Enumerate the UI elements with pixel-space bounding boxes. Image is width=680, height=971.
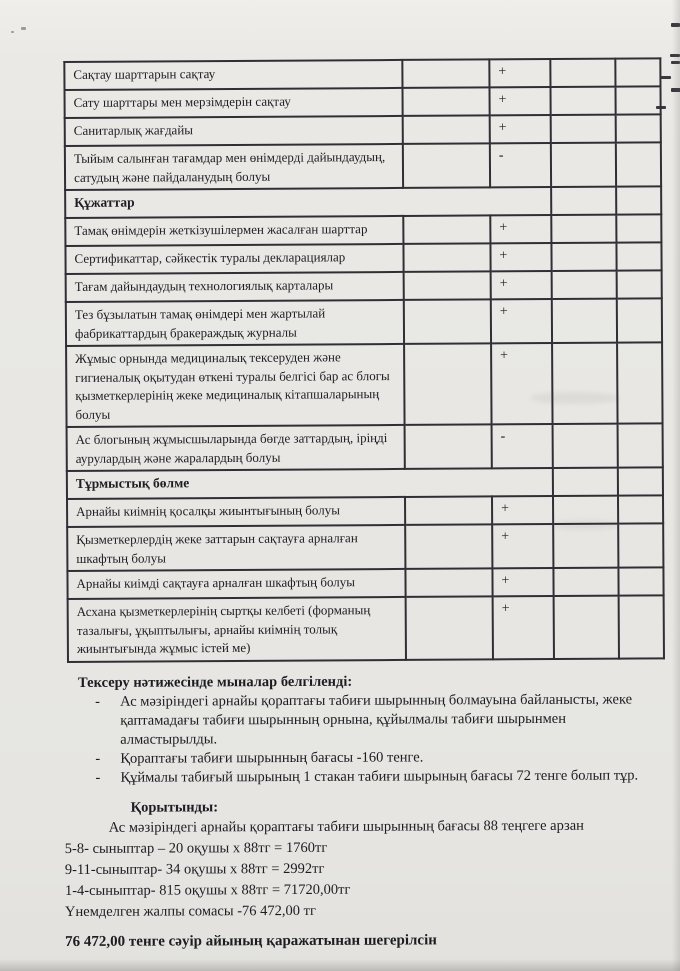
section-row: [65, 186, 661, 218]
final-amount-line: 76 472,00 тенге сәуір айының қаражатынан шегерілсін: [65, 932, 437, 950]
section-label: Құжаттар: [65, 187, 551, 218]
conclusion-intro: Ас мәзіріндегі арнайы қораптағы табиғи шырынның бағасы 88 теңгеге арзан: [108, 817, 584, 836]
empty-cell: [551, 215, 616, 243]
empty-cell: [405, 568, 492, 597]
scan-speck: [11, 31, 14, 33]
empty-cell: [616, 114, 661, 142]
empty-cell: [405, 424, 492, 469]
empty-cell: [403, 243, 490, 272]
findings-and-conclusion: [64, 671, 647, 953]
empty-cell: [553, 496, 618, 524]
table-row: [66, 270, 662, 302]
table-row: [65, 242, 661, 274]
finding-item: [64, 766, 646, 788]
section-row: [67, 467, 663, 499]
finding-text: Ас мәзіріндегі арнайы қораптағы табиғи шырынның болмауына байланысты, жеке қаптамадағы табиғи шырынның орнына, құйылмалы табиғи шырынмен алмастырылды.: [120, 691, 633, 748]
empty-cell: [618, 495, 663, 523]
finding-item: [64, 747, 646, 769]
calculation-line: Үнемделген жалпы сомасы -76 472,00 тг: [65, 902, 316, 920]
findings-list: [64, 690, 646, 788]
empty-cell: [552, 343, 617, 424]
result-mark: +: [492, 496, 553, 524]
criterion-label: Асхана қызметкерлерінің сыртқы келбеті (форманың тазалығы, ұқыптылығы, арнайы киімнің толық жиынтығында жұмыс істей ме): [68, 597, 406, 662]
inspection-checklist-table: [63, 57, 665, 662]
empty-cell: [404, 271, 491, 300]
criterion-label: Тағам дайындаудың технологиялық карталары: [66, 272, 404, 302]
table-row: [66, 298, 662, 346]
empty-cell: [551, 143, 616, 187]
empty-cell: [553, 568, 618, 596]
table-row: [67, 423, 663, 471]
criterion-label: Санитарлық жағдайы: [65, 116, 403, 146]
calculation-line: 5-8- сыныптар – 20 оқушы х 88тг = 1760тг: [64, 839, 328, 857]
result-mark: +: [490, 115, 551, 143]
empty-cell: [553, 524, 618, 568]
table-row: [65, 114, 661, 146]
table-row: [65, 86, 661, 118]
empty-cell: [617, 298, 662, 342]
section-label: Тұрмыстық бөлме: [67, 468, 553, 499]
empty-cell: [615, 86, 660, 114]
table-row: [65, 142, 661, 190]
result-mark: +: [491, 271, 552, 299]
empty-cell: [552, 299, 617, 343]
empty-cell: [551, 187, 616, 215]
empty-cell: [616, 242, 661, 270]
empty-cell: [550, 87, 615, 115]
empty-cell: [403, 115, 490, 144]
empty-cell: [618, 567, 663, 595]
conclusion-heading: Қорытынды:: [130, 799, 219, 816]
result-mark: +: [489, 59, 550, 87]
table-row: [64, 58, 660, 90]
empty-cell: [616, 214, 661, 242]
criterion-label: Тамақ өнімдерін жеткізушілермен жасалған шарттар: [65, 216, 403, 246]
empty-cell: [554, 596, 619, 659]
bullet-dash: -: [95, 750, 101, 767]
empty-cell: [403, 143, 490, 188]
criterion-label: Тез бұзылатын тамақ өнімдері мен жартылай фабрикаттардың бракераждық журналы: [66, 300, 404, 346]
empty-cell: [405, 496, 492, 525]
calculation-line: 1-4-сыныптар- 815 оқушы х 88тг = 71720,00тг: [64, 881, 351, 899]
criterion-label: Қызметкерлердің жеке заттарын сақтауға арналған шкафтың болуы: [67, 525, 405, 571]
empty-cell: [404, 299, 491, 344]
result-mark: +: [491, 299, 552, 343]
scan-edge-shadow-right: [672, 0, 680, 971]
scan-speck: [21, 27, 26, 30]
empty-cell: [402, 59, 489, 88]
finding-item: [64, 690, 646, 750]
criterion-label: Ас блогының жұмысшыларында бөгде заттардың, іріңді аурулардың және жаралардың болуы: [67, 425, 405, 471]
result-mark: +: [493, 596, 554, 659]
empty-cell: [616, 186, 661, 214]
scan-edge-mark: [661, 76, 671, 79]
criterion-label: Сертификаттар, сәйкестік туралы декларациялар: [65, 244, 403, 274]
empty-cell: [615, 58, 660, 86]
result-mark: +: [491, 343, 552, 424]
result-mark: -: [490, 143, 551, 187]
criterion-label: Арнайы киімді сақтауға арналған шкафтың болуы: [67, 569, 405, 599]
finding-text: Құймалы табиғый шырының 1 стакан табиғи шырының бағасы 72 тенге болып тұр.: [120, 767, 639, 786]
empty-cell: [618, 523, 663, 567]
empty-cell: [617, 342, 662, 423]
empty-cell: [553, 468, 618, 496]
empty-cell: [616, 142, 661, 186]
criterion-label: Жұмыс орнында медициналық тексеруден және гигиеналық оқытудан өткені туралы белгісі бар ас блогы қызметкерлерінің жеке медициналық кітапшаларының болуы: [66, 344, 404, 427]
criterion-label: Тыйым салынған тағамдар мен өнімдерді дайындаудың, сатудың және пайдаланудың болуы: [65, 144, 403, 190]
empty-cell: [618, 467, 663, 495]
empty-cell: [402, 87, 489, 116]
conclusion-calculations: [65, 836, 647, 923]
bullet-dash: -: [95, 693, 101, 710]
table-row: [67, 567, 663, 599]
result-mark: -: [492, 424, 553, 468]
scan-edge-shadow-bottom: [0, 959, 680, 971]
criterion-label: Сақтау шарттарын сақтау: [64, 60, 402, 90]
empty-cell: [551, 243, 616, 271]
result-mark: +: [492, 568, 553, 596]
table-row: [68, 595, 664, 661]
empty-cell: [619, 595, 664, 658]
result-mark: +: [489, 87, 550, 115]
empty-cell: [550, 59, 615, 87]
finding-text: Қораптағы табиғи шырынның бағасы -160 тенге.: [120, 749, 424, 767]
calculation-line: 9-11-сыныптар- 34 оқушы х 88тг = 2992тг: [64, 860, 325, 878]
empty-cell: [404, 343, 491, 425]
empty-cell: [617, 270, 662, 298]
findings-heading: Тексеру нәтижесінде мыналар белгіленді:: [78, 673, 353, 691]
table-row: [65, 214, 661, 246]
result-mark: +: [490, 215, 551, 243]
table-row: [66, 342, 662, 427]
criterion-label: Арнайы киімнің қосалқы жиынтығының болуы: [67, 497, 405, 527]
empty-cell: [406, 596, 493, 659]
result-mark: +: [490, 243, 551, 271]
result-mark: +: [492, 524, 553, 568]
empty-cell: [403, 215, 490, 244]
table-row: [67, 523, 663, 571]
empty-cell: [405, 524, 492, 569]
table-row: [67, 495, 663, 527]
empty-cell: [553, 424, 618, 468]
empty-cell: [618, 423, 663, 467]
empty-cell: [552, 271, 617, 299]
criterion-label: Сату шарттары мен мерзімдерін сақтау: [65, 88, 403, 118]
empty-cell: [551, 115, 616, 143]
bullet-dash: -: [95, 769, 101, 786]
